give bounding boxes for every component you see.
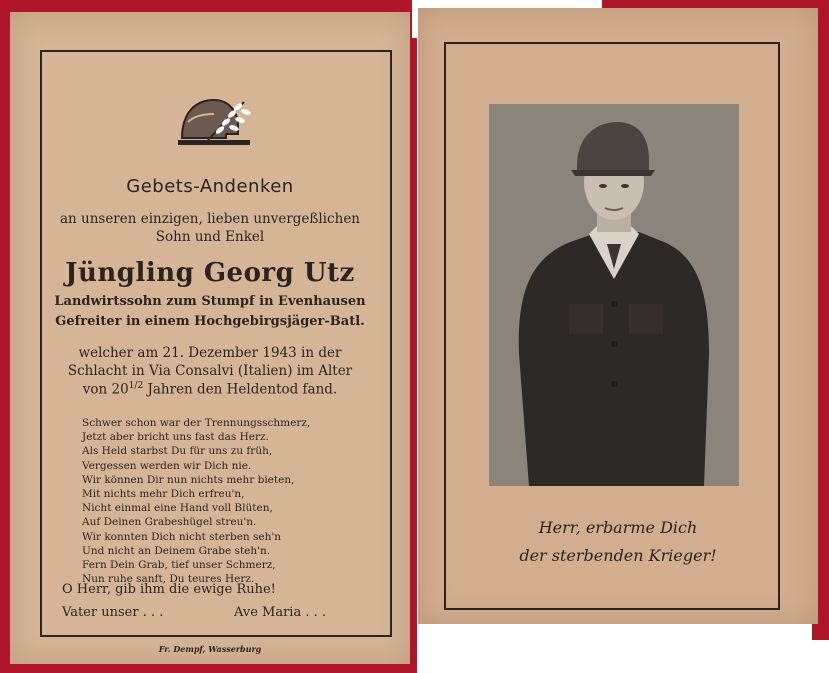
age-fraction: 1/2 xyxy=(128,381,144,391)
memorial-poem xyxy=(82,416,382,586)
intro-line-2: Sohn und Enkel xyxy=(155,229,265,245)
caption-line-1: Herr, erbarme Dich xyxy=(538,518,698,537)
death-line-2: Schlacht in Via Consalvi (Italien) im Alter xyxy=(67,363,353,379)
caption-line-2: der sterbenden Krieger! xyxy=(519,546,717,565)
poem-line: Wir können Dir nun nichts mehr bieten, xyxy=(82,473,295,486)
poem-line: Vergessen werden wir Dich nie. xyxy=(82,459,252,472)
helmet-laurel-icon xyxy=(168,82,258,152)
poem-line: Schwer schon war der Trennungsschmerz, xyxy=(82,417,311,429)
memorial-card-text xyxy=(10,12,410,664)
poem-line: Jetzt aber bricht uns fast das Herz. xyxy=(82,431,269,444)
poem-line: Nicht einmal eine Hand voll Blüten, xyxy=(82,502,273,515)
death-line-3-pre: von 20 xyxy=(82,381,129,398)
poem-line: Nun ruhe sanft, Du teures Herz. xyxy=(82,573,255,586)
occupation-line-1: Landwirtssohn zum Stumpf in Evenhausen xyxy=(54,294,366,309)
card-title: Gebets-Andenken xyxy=(126,176,294,197)
poem-line: Und nicht an Deinem Grabe steh'n. xyxy=(82,544,271,557)
death-line-3 xyxy=(10,381,410,398)
intro-line-1: an unseren einzigen, lieben unvergeßlichen xyxy=(59,211,361,227)
soldier-portrait-photo xyxy=(489,104,739,486)
death-line-3-post: Jahren den Heldentod fand. xyxy=(143,381,338,398)
prayer-line: O Herr, gib ihm die ewige Ruhe! xyxy=(62,582,276,597)
printer-imprint: Fr. Dempf, Wasserburg xyxy=(158,644,262,654)
occupation-line-2: Gefreiter in einem Hochgebirgsjäger-Batl. xyxy=(55,314,365,329)
poem-line: Wir konnten Dich nicht sterben seh'n xyxy=(82,530,282,543)
poem-line: Fern Dein Grab, tief unser Schmerz, xyxy=(82,559,276,572)
ave-maria: Ave Maria . . . xyxy=(234,605,327,620)
memorial-card-photo xyxy=(418,8,818,624)
poem-line: Mit nichts mehr Dich erfreu'n, xyxy=(82,488,245,501)
vater-unser: Vater unser . . . xyxy=(62,605,164,620)
poem-line: Als Held starbst Du für uns zu früh, xyxy=(82,445,273,458)
death-line-1: welcher am 21. Dezember 1943 in der xyxy=(78,345,342,361)
deceased-name: Jüngling Georg Utz xyxy=(65,258,355,288)
poem-line: Auf Deinen Grabeshügel streu'n. xyxy=(82,516,257,529)
